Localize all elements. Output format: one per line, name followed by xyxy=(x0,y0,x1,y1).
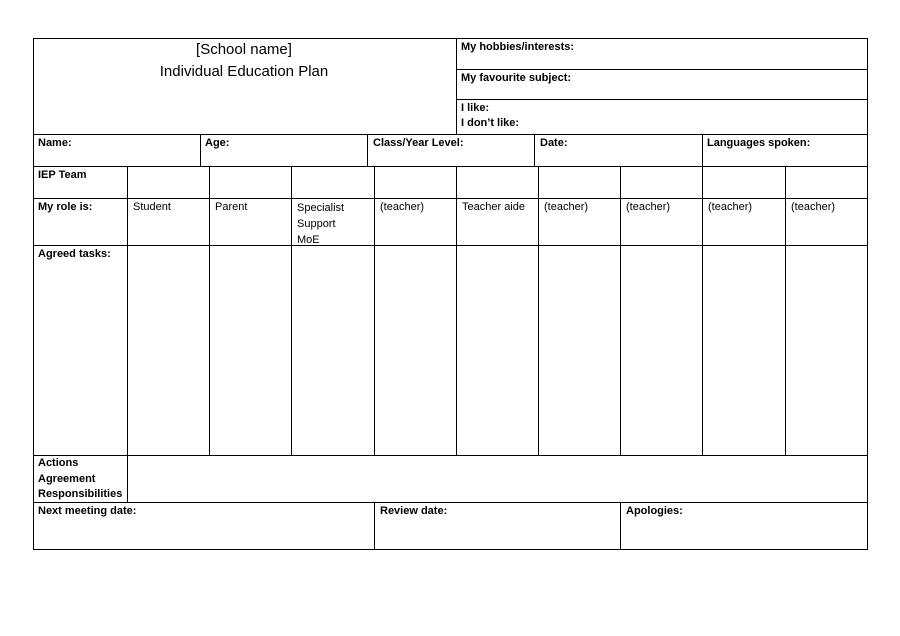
team-member-cell[interactable] xyxy=(538,166,621,199)
role-teacher: (teacher) xyxy=(380,201,425,213)
team-member-cell[interactable] xyxy=(209,166,292,199)
apologies-label: Apologies: xyxy=(626,505,683,517)
date-label: Date: xyxy=(540,137,568,149)
role-teacher: (teacher) xyxy=(626,201,671,213)
next-meeting-label: Next meeting date: xyxy=(38,505,137,517)
team-member-cell[interactable] xyxy=(702,166,786,199)
role-teacher: (teacher) xyxy=(544,201,589,213)
task-cell[interactable] xyxy=(620,245,703,456)
agreed-tasks-label: Agreed tasks: xyxy=(38,248,111,260)
task-cell[interactable] xyxy=(785,245,868,456)
task-cell[interactable] xyxy=(456,245,539,456)
team-member-cell[interactable] xyxy=(785,166,868,199)
task-cell[interactable] xyxy=(291,245,375,456)
like-label: I like: xyxy=(461,102,490,114)
role-teacher: (teacher) xyxy=(708,201,753,213)
role-student: Student xyxy=(133,201,171,213)
task-cell[interactable] xyxy=(374,245,457,456)
role-parent: Parent xyxy=(215,201,248,213)
name-label: Name: xyxy=(38,137,72,149)
team-member-cell[interactable] xyxy=(374,166,457,199)
team-member-cell[interactable] xyxy=(127,166,210,199)
languages-label: Languages spoken: xyxy=(707,137,811,149)
team-member-cell[interactable] xyxy=(620,166,703,199)
role-teacher: (teacher) xyxy=(791,201,836,213)
hobbies-label: My hobbies/interests: xyxy=(461,41,575,53)
plan-title: Individual Education Plan xyxy=(159,63,329,80)
favourite-subject-label: My favourite subject: xyxy=(461,72,572,84)
review-date-label: Review date: xyxy=(380,505,448,517)
team-member-cell[interactable] xyxy=(291,166,375,199)
agreed-tasks-label-cell xyxy=(33,245,128,456)
task-cell[interactable] xyxy=(538,245,621,456)
task-cell[interactable] xyxy=(702,245,786,456)
iep-team-label: IEP Team xyxy=(38,169,87,181)
actions-label: Actions Agreement Responsibilities xyxy=(38,457,123,500)
class-year-label: Class/Year Level: xyxy=(373,137,464,149)
dislike-label: I don’t like: xyxy=(461,117,520,129)
age-label: Age: xyxy=(205,137,230,149)
team-member-cell[interactable] xyxy=(456,166,539,199)
actions-field[interactable] xyxy=(127,455,868,503)
task-cell[interactable] xyxy=(127,245,210,456)
role-specialist: Specialist Support MoE xyxy=(297,202,345,246)
school-name: [School name] xyxy=(196,41,292,58)
task-cell[interactable] xyxy=(209,245,292,456)
role-teacher-aide: Teacher aide xyxy=(462,201,525,213)
role-label: My role is: xyxy=(38,201,93,213)
